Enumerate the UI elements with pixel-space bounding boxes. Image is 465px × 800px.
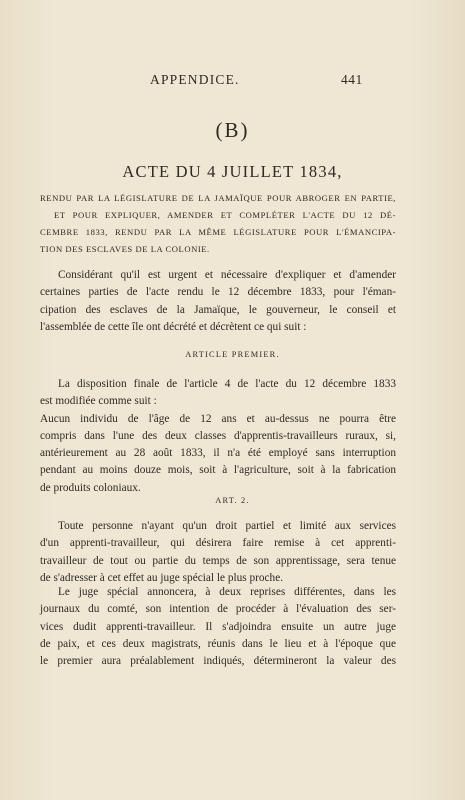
running-head-title: APPENDICE. — [150, 72, 240, 87]
subtitle-line: RENDU PAR LA LÉGISLATURE DE LA JAMAÏQUE POUR ABROGER EN PARTIE, — [40, 193, 396, 203]
article-2-paragraph-2 — [40, 584, 396, 670]
annex-letter: (B) — [215, 118, 250, 142]
subtitle-line: TION DES ESCLAVES DE LA COLONIE. — [40, 244, 210, 254]
subtitle-line: CEMBRE 1833, RENDU PAR LA MÊME LÉGISLATURE POUR L'ÉMANCIPA- — [40, 227, 396, 237]
text-line: d'un apprenti-travailleur, qui désirera faire remise à cet apprenti- — [40, 537, 396, 550]
text-line: La disposition finale de l'article 4 de l'acte du 12 décembre 1833 — [58, 378, 396, 390]
text-line: journaux du comté, son intention de procéder à l'évaluation des ser- — [40, 603, 396, 616]
page-number: 441 — [341, 72, 363, 87]
text-line: de produits coloniaux. — [40, 481, 141, 494]
text-line: compris dans l'une des deux classes d'apprentis-travailleurs ruraux, si, — [40, 429, 396, 442]
text-line: de paix, et ces deux magistrats, réunis dans le lieu et à l'époque que — [40, 637, 396, 650]
article-1-heading: ARTICLE PREMIER. — [185, 350, 280, 359]
text-line: antérieurement au 28 août 1833, il n'a été employé sans interruption — [40, 447, 396, 460]
text-line: de s'adresser à cet effet au juge spécial le plus proche. — [40, 571, 284, 584]
text-line: certaines parties de l'acte rendu le 12 décembre 1833, pour l'éman- — [40, 286, 396, 299]
preamble-paragraph — [40, 267, 396, 336]
text-line: Considérant qu'il est urgent et nécessaire d'expliquer et d'amender — [58, 269, 396, 281]
act-title: ACTE DU 4 JUILLET 1834, — [122, 162, 343, 181]
running-head — [0, 72, 465, 90]
text-line: Toute personne n'ayant qu'un droit partiel et limité aux services — [58, 520, 396, 532]
text-line: travailleur de tout ou partie du temps de son apprentissage, sera tenue — [40, 554, 396, 567]
subtitle-line: ET POUR EXPLIQUER, AMENDER ET COMPLÉTER L'ACTE DU 12 DÉ- — [54, 210, 396, 220]
text-line: Le juge spécial annoncera, à deux reprises différentes, dans les — [58, 586, 396, 598]
article-2-heading: ART. 2. — [215, 496, 250, 505]
text-line: l'assemblée de cette île ont décrété et décrètent ce qui suit : — [40, 320, 307, 333]
text-line: est modifiée comme suit : — [40, 395, 157, 408]
text-line: le premier aura préalablement indiqués, détermineront la valeur des — [40, 655, 396, 668]
article-2-paragraph-1 — [40, 518, 396, 587]
text-line: pendant au moins douze mois, soit à l'agriculture, soit à la fabrication — [40, 464, 396, 477]
text-line: cipation des esclaves de la Jamaïque, le gouverneur, le conseil et — [40, 303, 396, 316]
act-subtitle — [40, 190, 396, 258]
text-line: vices dudit apprenti-travailleur. Il s'adjoindra ensuite un autre juge — [40, 620, 396, 633]
article-1-paragraph — [40, 376, 396, 497]
text-line: Aucun individu de l'âge de 12 ans et au-dessus ne pourra être — [40, 412, 396, 425]
